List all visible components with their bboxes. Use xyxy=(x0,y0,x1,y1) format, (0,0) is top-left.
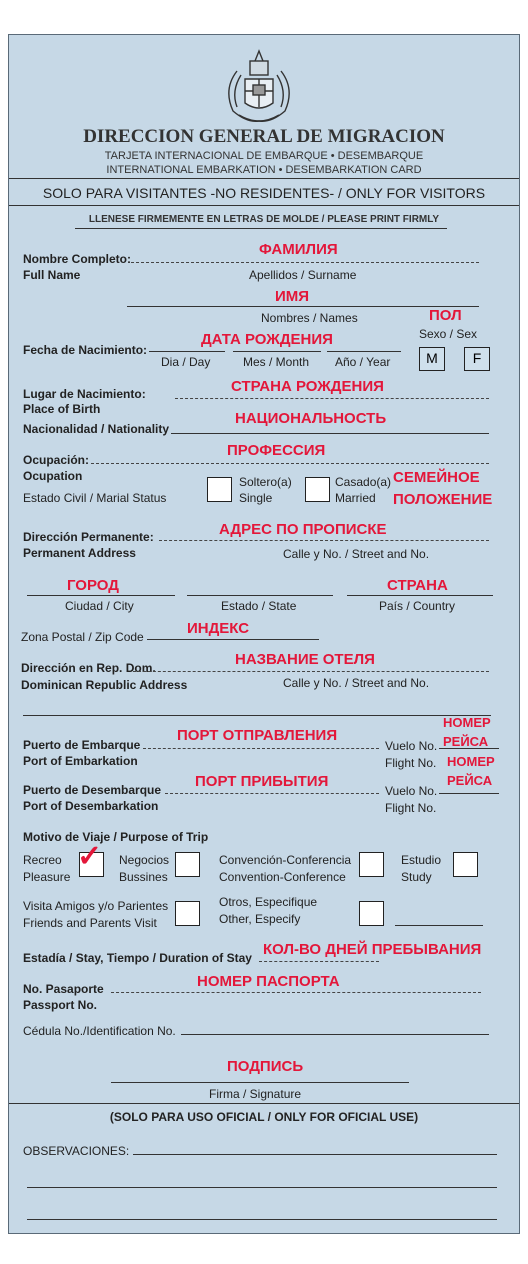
dr-address-label-es: Dirección en Rep. Dom. xyxy=(21,661,156,675)
other-label-es: Otros, Especifique xyxy=(219,895,318,909)
divider xyxy=(9,178,519,179)
dr-address-label-en: Dominican Republic Address xyxy=(21,678,188,692)
annotation-flight-2b: РЕЙСА xyxy=(447,773,493,788)
embark-port-label-en: Port of Embarkation xyxy=(23,754,138,768)
surname-field[interactable] xyxy=(131,262,479,263)
annotation-stay-days: КОЛ-ВО ДНЕЙ ПРЕБЫВАНИЯ xyxy=(263,941,482,958)
disembark-port-field[interactable] xyxy=(165,793,379,794)
annotation-passport-number: НОМЕР ПАСПОРТА xyxy=(197,973,340,990)
card-subtitle-es: TARJETA INTERNACIONAL DE EMBARQUE • DESEMBARQUE xyxy=(104,150,424,162)
convention-label-en: Convention-Conference xyxy=(219,870,346,884)
passport-label-en: Passport No. xyxy=(23,998,98,1012)
country-field[interactable] xyxy=(347,595,493,596)
other-specify-field[interactable] xyxy=(395,925,483,926)
birthplace-label-es: Lugar de Nacimiento: xyxy=(23,387,146,401)
birth-date-label: Fecha de Nacimiento: xyxy=(23,343,148,357)
flight-2-field[interactable] xyxy=(439,793,499,794)
address-label-en: Permanent Address xyxy=(23,546,136,560)
annotation-flight-1b: РЕЙСА xyxy=(443,734,489,749)
business-checkbox[interactable] xyxy=(175,852,200,877)
annotation-flight-2a: НОМЕР xyxy=(447,754,495,769)
occupation-label-en: Ocupation xyxy=(23,469,83,483)
city-field[interactable] xyxy=(27,595,175,596)
stay-field[interactable] xyxy=(259,961,379,962)
purpose-label: Motivo de Viaje / Purpose of Trip xyxy=(23,830,209,844)
single-label-es: Soltero(a) xyxy=(239,475,292,489)
observations-label: OBSERVACIONES: xyxy=(23,1144,130,1158)
zip-label: Zona Postal / Zip Code xyxy=(21,630,144,644)
observations-field-2[interactable] xyxy=(27,1187,497,1188)
signature-label: Firma / Signature xyxy=(209,1087,302,1101)
embark-port-field[interactable] xyxy=(143,748,379,749)
birth-year-field[interactable] xyxy=(327,351,401,352)
embark-port-label-es: Puerto de Embarque xyxy=(23,738,141,752)
annotation-birth-date: ДАТА РОЖДЕНИЯ xyxy=(201,331,333,348)
state-field[interactable] xyxy=(187,595,333,596)
official-use-label: (SOLO PARA USO OFICIAL / ONLY FOR OFICIAL USE) xyxy=(109,1110,419,1124)
divider xyxy=(75,228,447,229)
married-label-es: Casado(a) xyxy=(335,475,392,489)
sex-label: Sexo / Sex xyxy=(419,327,478,341)
occupation-field[interactable] xyxy=(91,463,489,464)
annotation-sex: ПОЛ xyxy=(429,307,462,324)
pleasure-label: Pleasure xyxy=(23,870,71,884)
observations-field-1[interactable] xyxy=(133,1154,497,1155)
negocios-label: Negocios xyxy=(119,853,170,867)
civil-status-label: Estado Civil / Marial Status xyxy=(23,491,167,505)
annotation-zip: ИНДЕКС xyxy=(187,620,250,637)
disembarkation-card xyxy=(8,34,520,1234)
annotation-registration-address: АДРЕС ПО ПРОПИСКЕ xyxy=(219,521,387,538)
flight-label-es: Vuelo No. xyxy=(385,739,438,753)
annotation-signature: ПОДПИСЬ xyxy=(227,1058,304,1075)
annotation-profession: ПРОФЕССИЯ xyxy=(227,442,326,459)
married-checkbox[interactable] xyxy=(305,477,330,502)
nationality-field[interactable] xyxy=(171,433,489,434)
divider xyxy=(9,205,519,206)
names-field[interactable] xyxy=(127,306,479,307)
annotation-city: ГОРОД xyxy=(67,577,119,594)
other-label-en: Other, Especify xyxy=(219,912,301,926)
annotation-name: ИМЯ xyxy=(275,288,310,305)
day-hint: Dia / Day xyxy=(161,355,211,369)
coat-of-arms-icon xyxy=(217,41,301,127)
signature-field[interactable] xyxy=(111,1082,409,1083)
street-hint: Calle y No. / Street and No. xyxy=(283,547,430,561)
study-checkbox[interactable] xyxy=(453,852,478,877)
cedula-label: Cédula No./Identification No. xyxy=(23,1024,176,1038)
convention-label-es: Convención-Conferencia xyxy=(219,853,352,867)
month-hint: Mes / Month xyxy=(243,355,310,369)
stay-label: Estadía / Stay, Tiempo / Duration of Stay xyxy=(23,951,252,965)
country-hint: País / Country xyxy=(379,599,456,613)
birth-day-field[interactable] xyxy=(149,351,225,352)
divider xyxy=(9,1103,519,1104)
sex-f-box[interactable]: F xyxy=(464,347,490,371)
observations-field-3[interactable] xyxy=(27,1219,497,1220)
sex-m-box[interactable]: M xyxy=(419,347,445,371)
card-subtitle-en: INTERNATIONAL EMBARKATION • DESEMBARKATION CARD xyxy=(106,164,422,176)
passport-label-es: No. Pasaporte xyxy=(23,982,104,996)
disembark-port-label-es: Puerto de Desembarque xyxy=(23,783,162,797)
occupation-label-es: Ocupación: xyxy=(23,453,90,467)
visit-checkbox[interactable] xyxy=(175,901,200,926)
annotation-arrival-port: ПОРТ ПРИБЫТИЯ xyxy=(195,773,329,790)
print-firmly-note: LLENESE FIRMEMENTE EN LETRAS DE MOLDE / PLEASE PRINT FIRMLY xyxy=(88,214,440,225)
bussines-label: Bussines xyxy=(119,870,168,884)
full-name-label-en: Full Name xyxy=(23,268,81,282)
full-name-label-es: Nombre Completo: xyxy=(23,252,131,266)
dr-address-field[interactable] xyxy=(133,671,489,672)
annotation-flight-1a: НОМЕР xyxy=(443,715,491,730)
nationality-label: Nacionalidad / Nationality xyxy=(23,422,170,436)
cedula-field[interactable] xyxy=(181,1034,489,1035)
single-label-en: Single xyxy=(239,491,273,505)
visit-label-en: Friends and Parents Visit xyxy=(23,916,157,930)
flight2-label-es: Vuelo No. xyxy=(385,784,438,798)
city-hint: Ciudad / City xyxy=(65,599,134,613)
year-hint: Año / Year xyxy=(335,355,391,369)
dr-street-hint: Calle y No. / Street and No. xyxy=(283,676,430,690)
annotation-country: СТРАНА xyxy=(387,577,448,594)
disembark-port-label-en: Port of Desembarkation xyxy=(23,799,159,813)
dr-address-field-2[interactable] xyxy=(23,715,491,716)
checkmark-icon: ✓ xyxy=(77,840,103,873)
visitors-only-banner: SOLO PARA VISITANTES -NO RESIDENTES- / ONLY FOR VISITORS xyxy=(42,185,486,201)
visit-label-es: Visita Amigos y/o Parientes xyxy=(23,899,169,913)
annotation-nationality: НАЦИОНАЛЬНОСТЬ xyxy=(235,410,387,427)
surname-hint: Apellidos / Surname xyxy=(249,268,357,282)
annotation-departure-port: ПОРТ ОТПРАВЛЕНИЯ xyxy=(177,727,338,744)
recreo-label: Recreo xyxy=(23,853,62,867)
names-hint: Nombres / Names xyxy=(261,311,358,325)
passport-field[interactable] xyxy=(111,992,481,993)
flight2-label-en: Flight No. xyxy=(385,801,437,815)
convention-checkbox[interactable] xyxy=(359,852,384,877)
flight-1-field[interactable] xyxy=(439,748,499,749)
agency-title: DIRECCION GENERAL DE MIGRACION xyxy=(83,126,445,147)
annotation-surname: ФАМИЛИЯ xyxy=(259,241,338,258)
address-label-es: Dirección Permanente: xyxy=(23,530,154,544)
single-checkbox[interactable] xyxy=(207,477,232,502)
estudio-label: Estudio xyxy=(401,853,442,867)
married-label-en: Married xyxy=(335,491,376,505)
annotation-birth-country: СТРАНА РОЖДЕНИЯ xyxy=(231,378,384,395)
birthplace-label-en: Place of Birth xyxy=(23,402,101,416)
address-field[interactable] xyxy=(159,540,489,541)
annotation-hotel: НАЗВАНИЕ ОТЕЛЯ xyxy=(235,651,375,668)
annotation-marital-1: СЕМЕЙНОЕ xyxy=(393,469,480,486)
state-hint: Estado / State xyxy=(221,599,297,613)
birthplace-field[interactable] xyxy=(175,398,489,399)
birth-month-field[interactable] xyxy=(233,351,321,352)
flight-label-en: Flight No. xyxy=(385,756,437,770)
zip-field[interactable] xyxy=(147,639,319,640)
study-label: Study xyxy=(401,870,432,884)
other-checkbox[interactable] xyxy=(359,901,384,926)
annotation-marital-2: ПОЛОЖЕНИЕ xyxy=(393,491,493,508)
